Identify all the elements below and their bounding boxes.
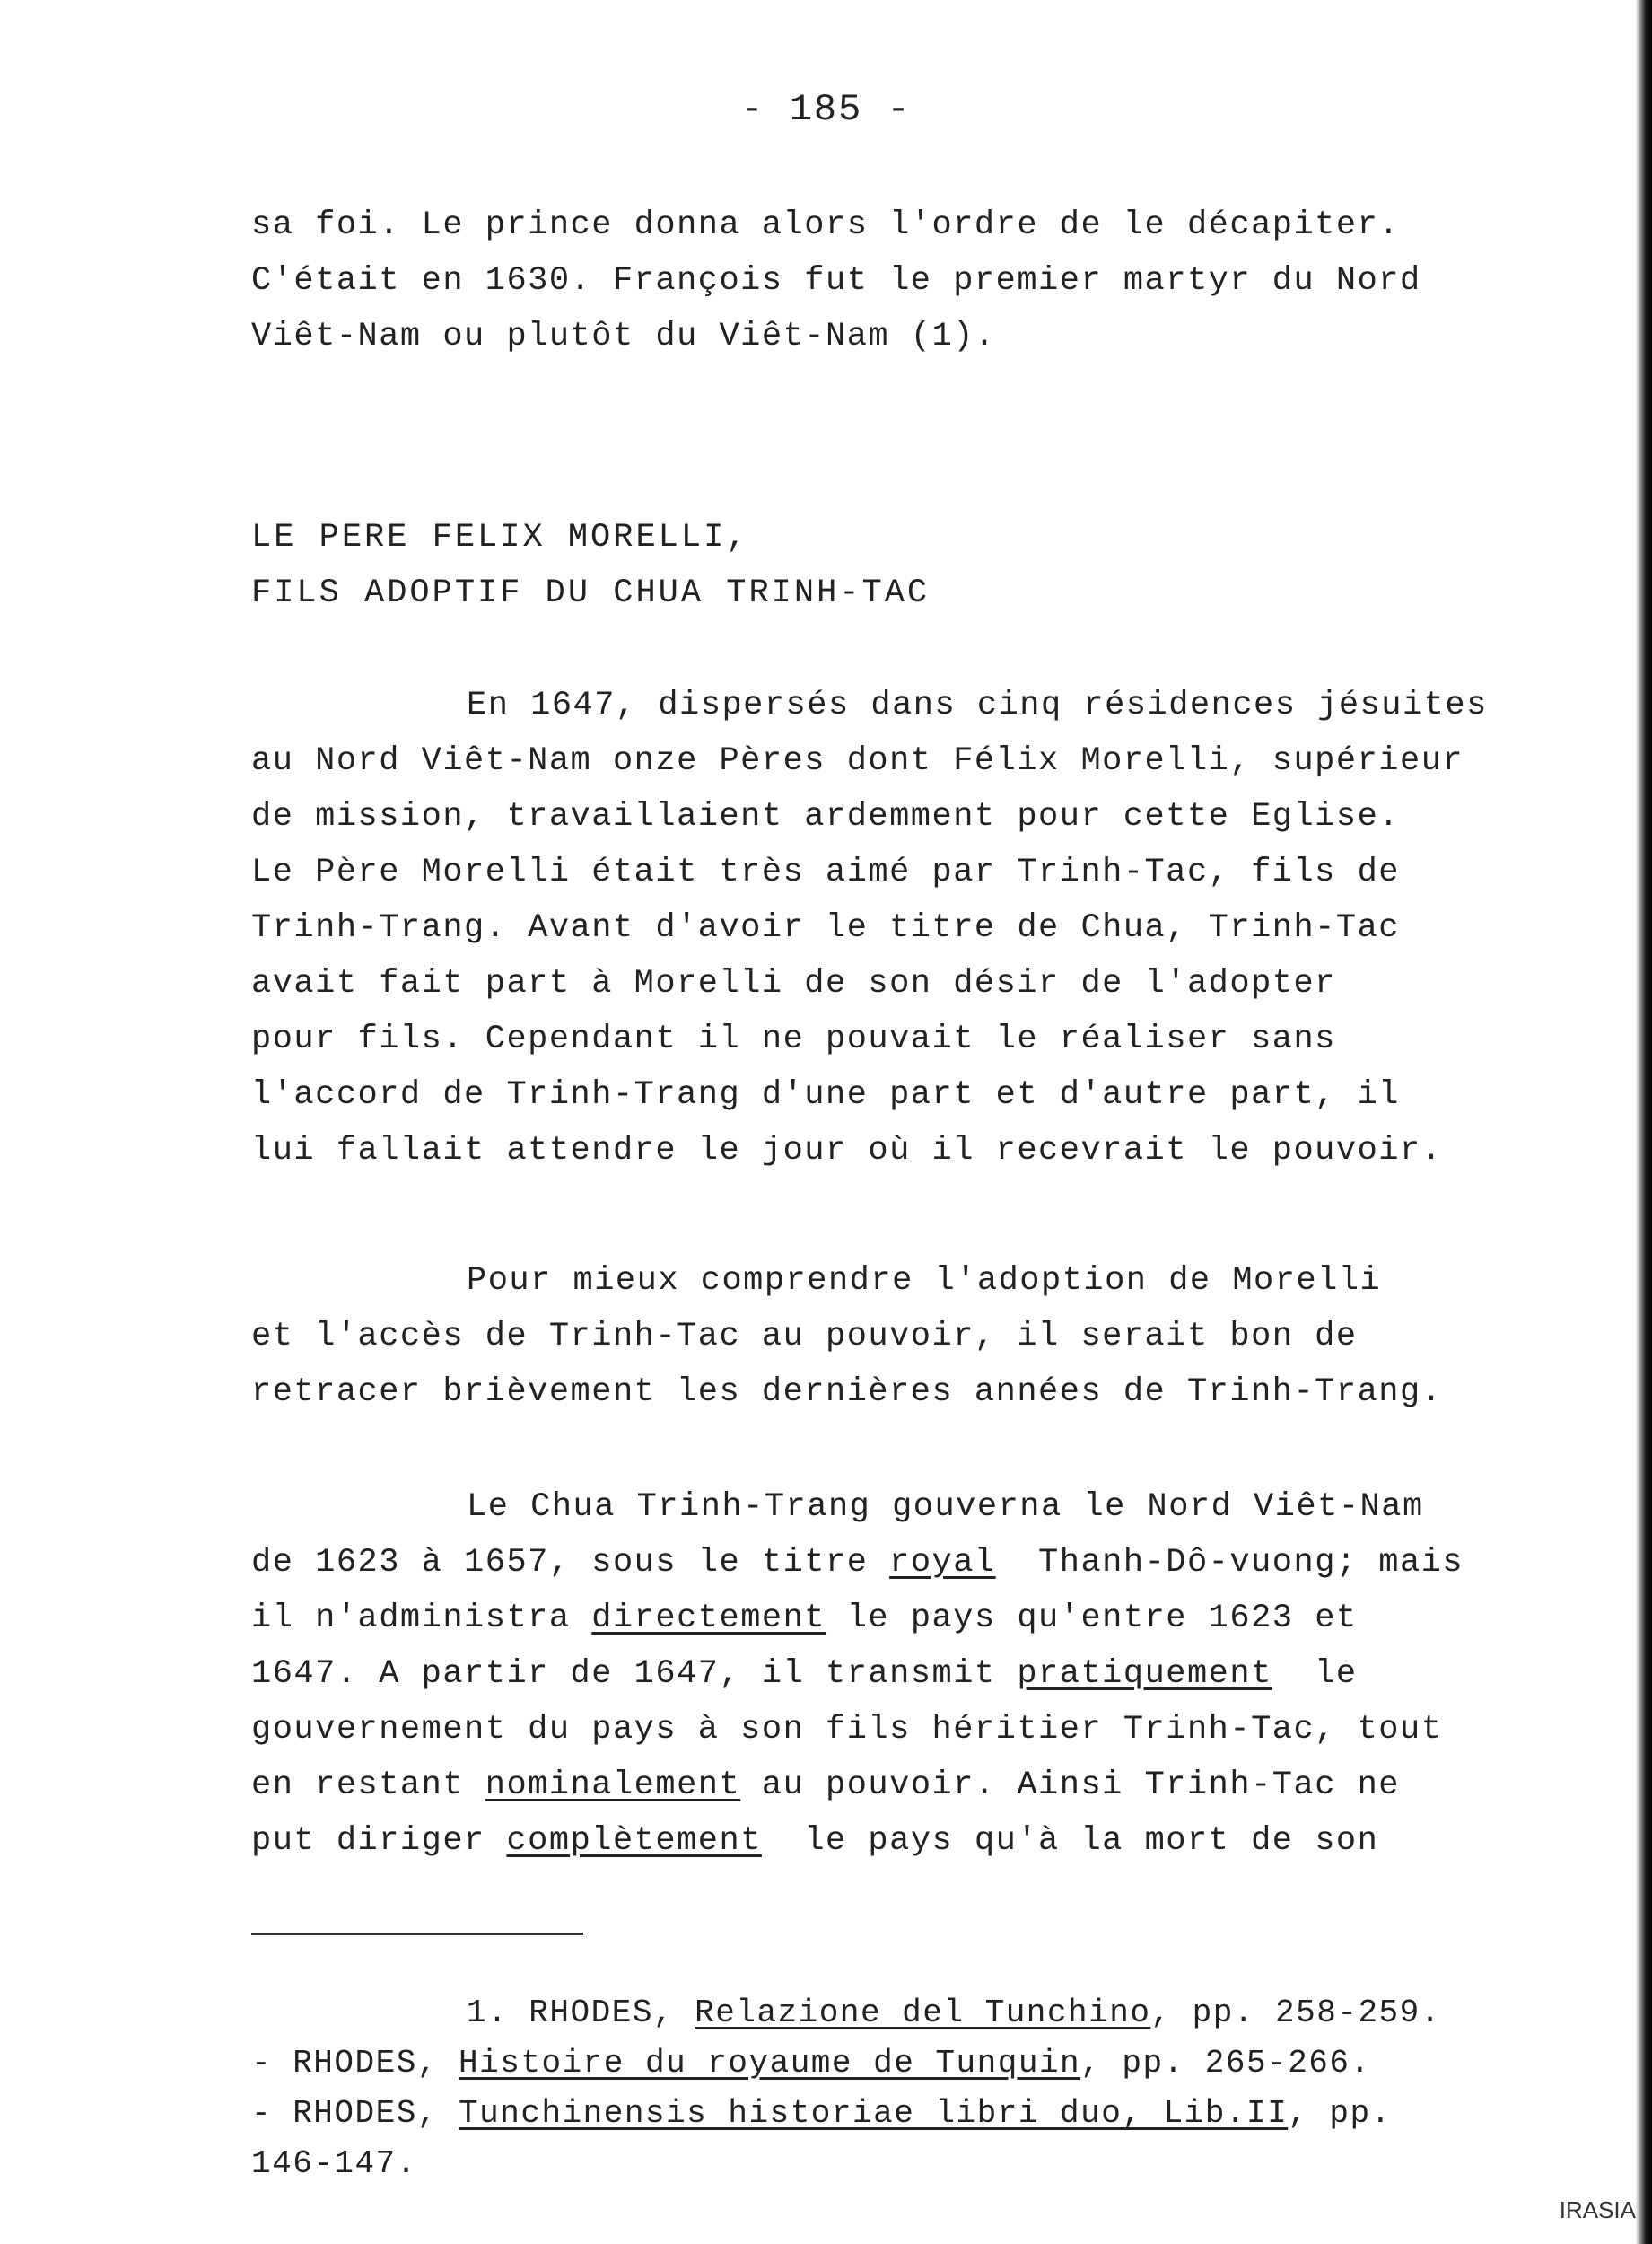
text-line: avait fait part à Morelli de son désir de l'adopter bbox=[251, 965, 1336, 1003]
watermark-label: IRASIA bbox=[1559, 2196, 1636, 2223]
text-line: de mission, travaillaient ardemment pour cette Eglise. bbox=[251, 798, 1400, 836]
text-line: put diriger complètement le pays qu'à la mort de son bbox=[251, 1822, 1379, 1860]
footnote-line: 146-147. bbox=[251, 2145, 417, 2182]
underlined-word: nominalement bbox=[485, 1766, 741, 1804]
text-line: Trinh-Trang. Avant d'avoir le titre de Chua, Trinh-Tac bbox=[251, 909, 1400, 947]
heading-line-2: FILS ADOPTIF DU CHUA TRINH-TAC bbox=[251, 574, 931, 612]
footnote-line: - RHODES, Tunchinensis historiae libri duo, Lib.II, pp. bbox=[251, 2095, 1392, 2132]
paragraph-2 bbox=[251, 1253, 1543, 1420]
section-heading bbox=[251, 510, 1543, 621]
text-line: 1647. A partir de 1647, il transmit pratiquement le bbox=[251, 1655, 1358, 1693]
paragraph-3 bbox=[251, 1479, 1543, 1869]
footnote-title: Relazione del Tunchino bbox=[695, 1994, 1151, 2031]
text-line: pour fils. Cependant il ne pouvait le réaliser sans bbox=[251, 1021, 1336, 1058]
footnotes bbox=[251, 1988, 1561, 2189]
underlined-word: pratiquement bbox=[1017, 1655, 1272, 1693]
footnote-line: - RHODES, Histoire du royaume de Tunquin, pp. 265-266. bbox=[251, 2045, 1371, 2082]
footnote-title: Histoire du royaume de Tunquin bbox=[459, 2045, 1081, 2082]
text-line: en restant nominalement au pouvoir. Ainsi Trinh-Tac ne bbox=[251, 1766, 1401, 1804]
intro-paragraph bbox=[251, 197, 1543, 364]
underlined-word: royal bbox=[889, 1544, 996, 1582]
text-line: et l'accès de Trinh-Tac au pouvoir, il serait bon de bbox=[251, 1318, 1358, 1355]
footnote-divider bbox=[251, 1933, 583, 1935]
text-line: C'était en 1630. François fut le premier martyr du Nord bbox=[251, 262, 1421, 300]
underlined-word: directement bbox=[591, 1600, 826, 1637]
text-line: au Nord Viêt-Nam onze Pères dont Félix Morelli, supérieur bbox=[251, 742, 1464, 780]
heading-line-1: LE PERE FELIX MORELLI, bbox=[251, 519, 749, 557]
text-line: l'accord de Trinh-Trang d'une part et d'autre part, il bbox=[251, 1076, 1400, 1114]
footnote-line: 1. RHODES, Relazione del Tunchino, pp. 258-259. bbox=[467, 1994, 1441, 2031]
text-line: gouvernement du pays à son fils héritier Trinh-Tac, tout bbox=[251, 1711, 1443, 1749]
text-line: sa foi. Le prince donna alors l'ordre de le décapiter. bbox=[251, 206, 1400, 244]
paragraph-1 bbox=[251, 678, 1543, 1179]
text-line: Le Père Morelli était très aimé par Trinh-Tac, fils de bbox=[251, 854, 1400, 891]
text-line: Viêt-Nam ou plutôt du Viêt-Nam (1). bbox=[251, 318, 996, 355]
text-line: il n'administra directement le pays qu'entre 1623 et bbox=[251, 1600, 1358, 1637]
text-line: Pour mieux comprendre l'adoption de Morelli bbox=[467, 1262, 1382, 1300]
text-line: de 1623 à 1657, sous le titre royal Thanh-Dô-vuong; mais bbox=[251, 1544, 1464, 1582]
text-line: Le Chua Trinh-Trang gouverna le Nord Viêt-Nam bbox=[467, 1488, 1424, 1526]
text-line: En 1647, dispersés dans cinq résidences jésuites bbox=[467, 687, 1488, 724]
text-line: retracer brièvement les dernières années de Trinh-Trang. bbox=[251, 1373, 1443, 1411]
text-line: lui fallait attendre le jour où il recevrait le pouvoir. bbox=[251, 1132, 1443, 1170]
underlined-word: complètement bbox=[506, 1822, 762, 1860]
footnote-title: Tunchinensis historiae libri duo, Lib.II bbox=[459, 2095, 1289, 2132]
page-number: - 185 - bbox=[740, 88, 912, 131]
scan-edge bbox=[1636, 0, 1652, 2244]
